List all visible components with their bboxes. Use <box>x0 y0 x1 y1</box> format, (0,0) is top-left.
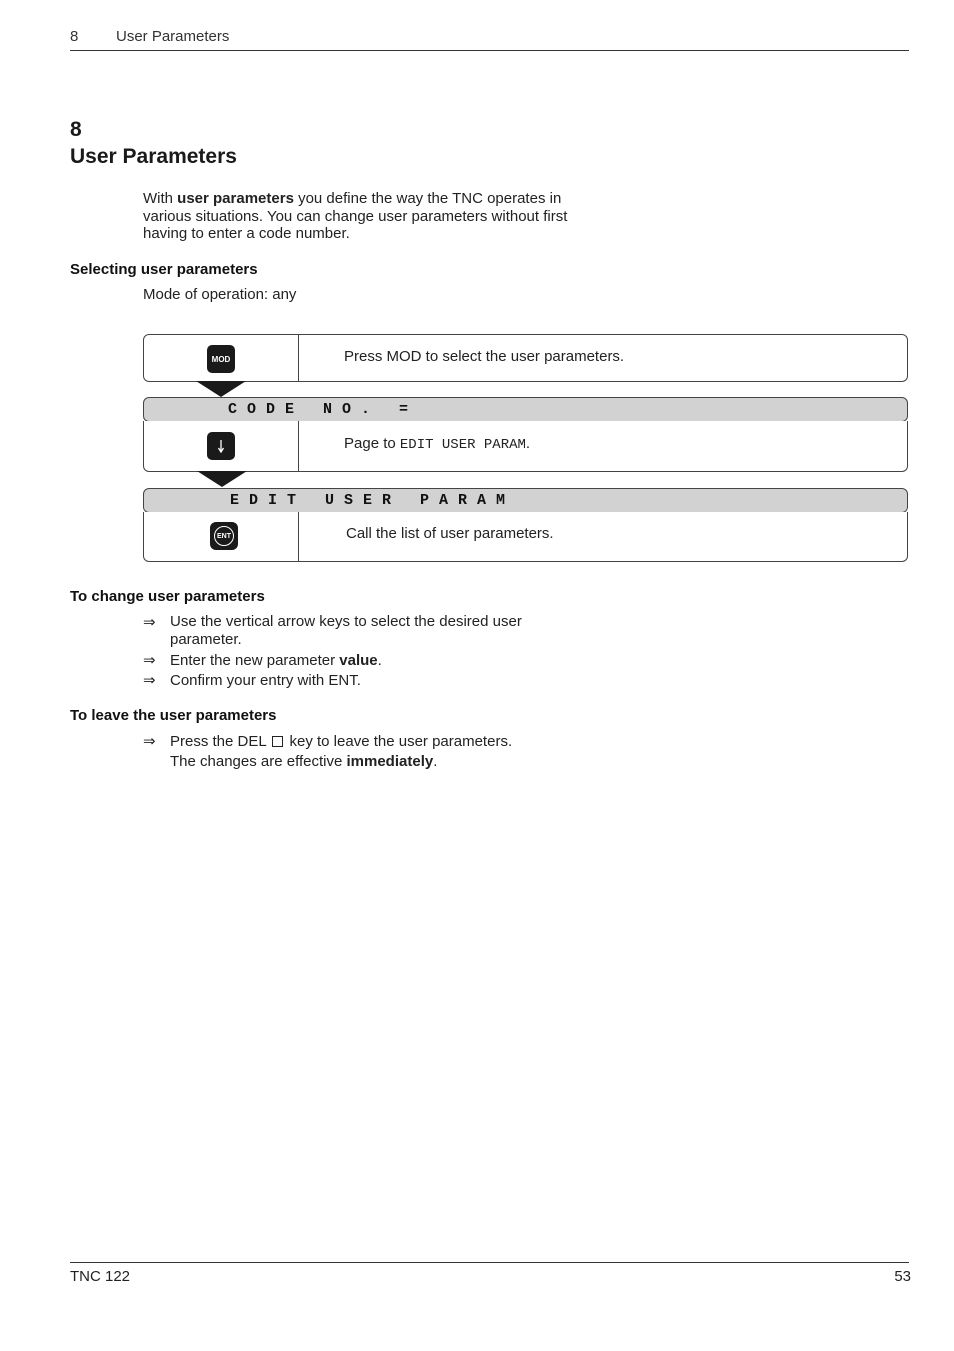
change-bullet-3 <box>143 671 603 691</box>
leave-line-2-text: The changes are effective <box>170 753 347 770</box>
intro-paragraph <box>143 190 623 243</box>
intro-bold-term: user parameters <box>177 190 294 207</box>
header-chapter-number: 8 <box>70 28 79 45</box>
intro-text-end: you define the way the TNC operates in <box>293 190 562 207</box>
intro-text-start: With <box>143 190 178 207</box>
selecting-heading: Selecting user parameters <box>70 261 258 278</box>
flow-arrow-icon <box>197 471 247 487</box>
chapter-number: 8 <box>70 118 82 141</box>
ent-key-label: ENT <box>217 532 231 540</box>
ent-key-ring <box>214 526 234 546</box>
running-header <box>70 28 229 45</box>
bullet-arrow-icon: ⇒ <box>143 614 156 631</box>
bullet-arrow-icon: ⇒ <box>143 733 156 750</box>
intro-line-2: various situations. You can change user parameters without first <box>143 207 568 225</box>
header-rule <box>70 50 909 51</box>
period: . <box>377 652 382 669</box>
change-bullet-1-line-1: Use the vertical arrow keys to select the desired user <box>170 613 522 630</box>
bullet-arrow-icon: ⇒ <box>143 652 156 669</box>
flow-arrow-icon <box>196 381 246 397</box>
step-divider <box>298 421 299 471</box>
mod-key-label: MOD <box>211 354 231 364</box>
footer-page-number: 53 <box>894 1268 911 1285</box>
step-divider <box>298 512 299 561</box>
change-bullet-2 <box>143 651 603 671</box>
leave-bullet-text-end: key to leave the user parameters. <box>285 733 513 750</box>
leave-heading: To leave the user parameters <box>70 707 277 724</box>
period: . <box>433 753 438 770</box>
step-ent-description: Call the list of user parameters. <box>346 525 554 542</box>
step-mod-description: Press MOD to select the user parameters. <box>344 348 625 365</box>
arrow-down-key-icon <box>207 432 235 460</box>
intro-line-3: having to enter a code number. <box>143 225 350 242</box>
page-to-text: Page to <box>344 435 400 452</box>
leave-bullet-text-start: Press the DEL <box>170 733 271 750</box>
leave-bullet-1 <box>143 732 603 772</box>
leave-line-2-bold: immediately <box>346 753 434 770</box>
down-arrow-glyph-icon <box>216 438 226 454</box>
footer-product: TNC 122 <box>70 1268 131 1285</box>
step-page-down <box>143 421 908 472</box>
change-bullet-1-line-2: parameter. <box>170 631 242 648</box>
del-key-icon <box>272 736 283 747</box>
mod-key-icon <box>207 345 235 373</box>
change-bullet-3-text: Confirm your entry with ENT. <box>170 672 361 689</box>
step-page-down-description <box>344 435 530 453</box>
footer-rule <box>70 1262 909 1263</box>
display-code-no: CODE NO. = <box>143 397 908 422</box>
ent-key-icon <box>210 522 238 550</box>
change-bullet-1 <box>143 613 603 653</box>
chapter-title: User Parameters <box>70 145 237 168</box>
step-mod <box>143 334 908 382</box>
edit-user-param-mono: EDIT USER PARAM <box>399 437 526 453</box>
header-chapter-title: User Parameters <box>116 28 230 45</box>
mode-of-operation: Mode of operation: any <box>143 286 297 303</box>
bullet-arrow-icon: ⇒ <box>143 672 156 689</box>
period: . <box>525 435 531 452</box>
display-edit-user-param: EDIT USER PARAM <box>143 488 908 513</box>
step-divider <box>298 335 299 381</box>
change-bullet-2-text: Enter the new parameter <box>170 652 340 669</box>
change-bullet-2-bold: value <box>339 652 378 669</box>
step-ent <box>143 512 908 562</box>
change-heading: To change user parameters <box>70 588 265 605</box>
